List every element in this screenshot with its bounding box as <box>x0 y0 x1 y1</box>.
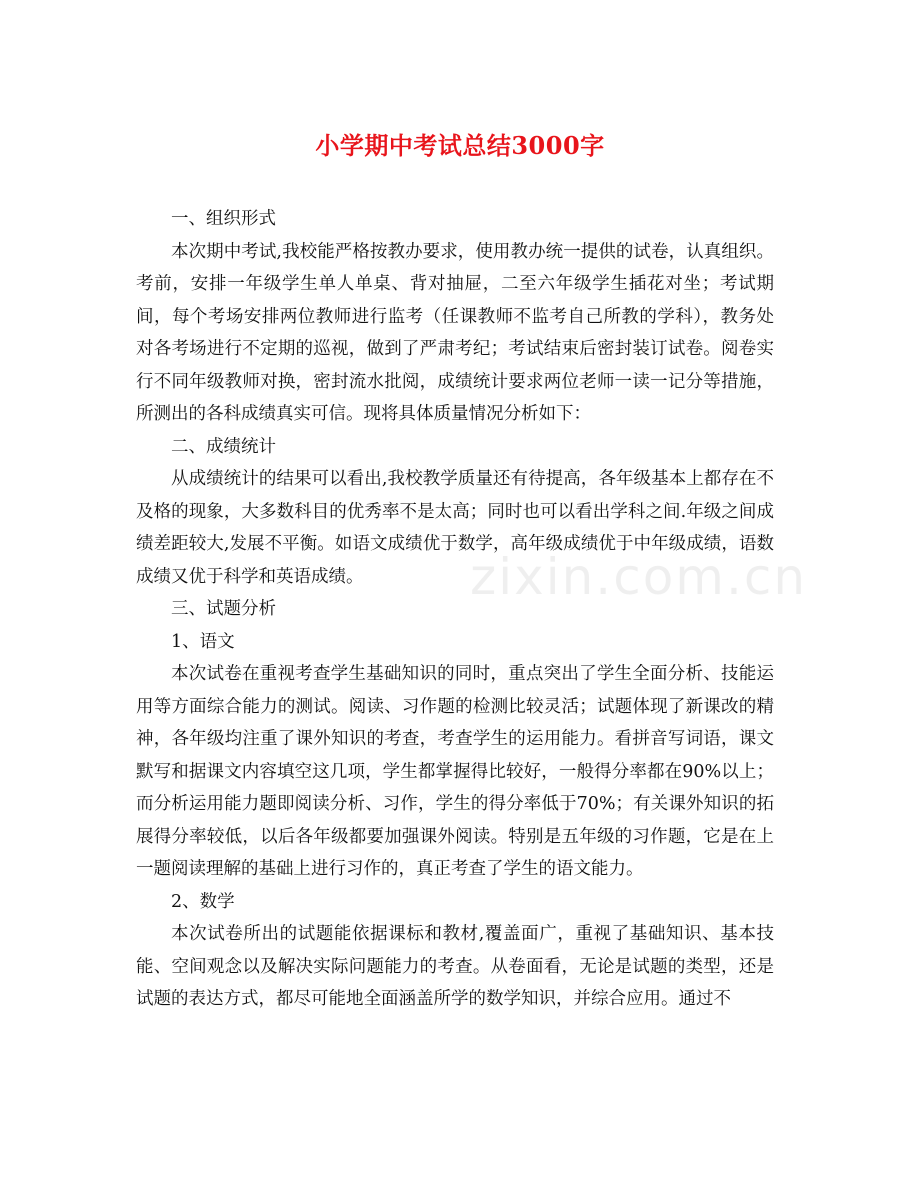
subsection-heading: 2、数学 <box>171 891 235 912</box>
section-heading: 二、成绩统计 <box>171 436 276 457</box>
subsection-heading: 1、语文 <box>171 631 235 652</box>
document-title: 小学期中考试总结3000字 <box>315 131 605 160</box>
document-body <box>136 203 774 1016</box>
body-paragraph: 从成绩统计的结果可以看出,我校教学质量还有待提高，各年级基本上都存在不及格的现象，大多数科目的优秀率不是太高；同时也可以看出学科之间.年级之间成绩差距较大,发展不平衡。如语文成绩优于数学，高年级成绩优于中年级成绩，语数成绩又优于科学和英语成绩。 <box>136 469 774 587</box>
watermark: zixin.com.cn <box>470 548 808 606</box>
body-paragraph: 本次试卷在重视考查学生基础知识的同时，重点突出了学生全面分析、技能运用等方面综合能力的测试。阅读、习作题的检测比较灵活；试题体现了新课改的精神，各年级均注重了课外知识的考查，考查学生的运用能力。看拼音写词语，课文默写和据课文内容填空这几项，学生都掌握得比较好，一般得分率都在90%以上；而分析运用能力题即阅读分析、习作，学生的得分率低于70%；有关课外知识的拓展得分率较低，以后各年级都要加强课外阅读。特别是五年级的习作题，它是在上一题阅读理解的基础上进行习作的，真正考查了学生的语文能力。 <box>136 664 774 879</box>
body-paragraph: 本次试卷所出的试题能依据课标和教材,覆盖面广，重视了基础知识、基本技能、空间观念以及解决实际问题能力的考查。从卷面看，无论是试题的类型，还是试题的表达方式，都尽可能地全面涵盖所学的数学知识，并综合应用。通过不 <box>136 924 774 1009</box>
body-paragraph: 本次期中考试,我校能严格按教办要求，使用教办统一提供的试卷，认真组织。考前，安排一年级学生单人单桌、背对抽屉，二至六年级学生插花对坐；考试期间，每个考场安排两位教师进行监考（任课教师不监考自己所教的学科），教务处对各考场进行不定期的巡视，做到了严肃考纪；考试结束后密封装订试卷。阅卷实行不同年级教师对换，密封流水批阅，成绩统计要求两位老师一读一记分等措施，所测出的各科成绩真实可信。现将具体质量情况分析如下： <box>136 241 774 424</box>
section-heading: 三、试题分析 <box>171 599 276 619</box>
section-heading: 一、组织形式 <box>171 209 276 229</box>
